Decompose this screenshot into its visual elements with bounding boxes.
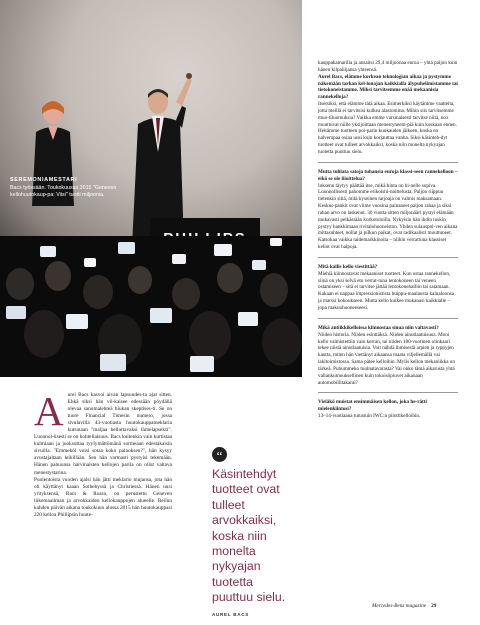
- body-paragraph: urel Bacs kasvoi aivan lapsuudes-ta ajat sitten. Ehkä siksi hän vil-kaisee edessään pöydällä olevaa sanomalehteä hiukan skeptises-ti. Se on tuore Financial Timesin numero, jossa sivulavilla 43-vuotiasta huutokauppameklaria kutsutaan "maljaa helluttavaksi ihmelapseksi". Luonnol-lisesti se on kohteliaisuus. Bacs kuitenkin vain kurtistaa kulmiaan ja juoksuttaa tyylymättömänä sormeaan edestakaisin sivuilla. "Emmeköi voisi sotaa koko painoksen?", hän kysyy avustajaltaan leikillään. Sen hän varmasti pystyisi tekemään. Hänen pahuunsa harvinaisten kellojen parila on ollut valtava menestystarina.: [34, 392, 172, 476]
- interview-question: Vieläkö muistat ensimmäisen kellon, joka he-rätti mielenkiintosi?: [318, 399, 427, 413]
- interview-answer: Ioksenn täytyy päättää itse, mikä hinta on hi-nelle sopiva. Luonnollisesti pahomme erikoishi-nnittelusta. Paljon riippuu tietenkin siitä, mitä kyseinen tarjoaja on valmis maksamaan. Keskus-pankit ovat viime vuosina painaneet paljon rahaa ja siksi rahan arvo on laskenut. 30 vuotta sitten miljonäärl pystyi elämään mukavasti pelkästään korkotuloilla. Nykyisin hän ihdin tuskin pystyy hankkimaan rivitalohuoneiston. Yhden sulauspol-ven aikana mittasuhteet, nollat ja pilkun paikat, ovat radikaalisti muuttuneet. Katsokaa vaikka taidemarkkinoita – niihin verrattuna klassiset kellot ovat halpoja.: [318, 182, 458, 251]
- crowd-with-phones: [0, 236, 302, 377]
- interview-answer: Niiden historia. Niiden esinttäksä. Niiden ainutlaatuisuus. Moni kello valmistettiin vain kerran, tai niiden 180-vuotinen olinkaari tekee niistä ainutlaatuisia. Voit nähdä ihmisestä arpien ja ryppyjen kautta, miten hän viettänyt aikaansa maata viljellemällä vai lakitoimistossa. Sama pätee kelloihin. Mylis kellon mekaniikka on tärkeä. Puhummeko tuulnatavarasta? Vai onko tämä aikarusta yhtä vallankumouksellinen kuin tokoisöpiuvet aikanaan automobillitakarai?: [318, 331, 455, 386]
- right-article-column: [318, 60, 458, 420]
- interview-question: Mutta tuhlata satoja tuhansia euroja klassi-seen rannekelloon – eikö se ole liioittelua?: [318, 168, 458, 182]
- page-footer: [372, 603, 436, 609]
- interview-question: Mikä antiikkikelloissa kiinnostaa sinua niin valtavasti?: [318, 324, 439, 331]
- interview-question: Aurel Bacs, elämme korkean teknologian aikaa ja pystymme näkemään tarkan kel-lonajan kaikkialla älypuhelimistamme tai tietokoneistamme. Miksi tarvitsemme enää mekaanisia rannekelloja?: [318, 73, 458, 101]
- caption-body: Bacs työssään. Toukokuussa 2015 "Geneven kellohuutokaup-pa: Viisi" tuotti miljoonia.: [10, 185, 117, 198]
- section-divider: [318, 392, 458, 393]
- magazine-name: Mercedes-Benz magazine: [372, 603, 427, 609]
- section-divider: [318, 162, 458, 163]
- interview-answer: Itsetsiksi, että elämme tätä aikaa. Esimerkiksi käytämme vaatteita, jotta meillä ei tarvitsisi kulkea alastomina. Mihin siis tarvitsemme muo-tiluomuksia? Vaikka emme varsinaisesti tarvitse niitä, nox muuttuvat niille yksijoittaan menestyneem-piä kuin koskaan ennen. Heitämme tuotteen poi-parin kuukauden jälkeen, koska en halvempaa osiaa uusi kuin korjauttaa vanha. Siksi käsinteh-dyt tuotteet ovat tulleet arvokkaiksi, koska niin monelta nykyajan tuotetta puuttuu sielu.: [318, 101, 457, 155]
- left-article-column: [34, 388, 172, 519]
- pull-quote-text: Käsintehdyt tuotteet ovat tulleet arvokkaiksi, koska niin monelta nykyajan tuotetta puuttuu sielu.: [212, 467, 286, 605]
- drop-cap: A: [34, 388, 64, 434]
- caption-heading: SEREMONIAMESTARI: [10, 177, 78, 183]
- quote-mark-icon: “: [212, 447, 227, 462]
- auction-photo: [0, 0, 302, 377]
- interview-answer: 13–14-vuotiaana tutustuin IWC:n pilottikelloihin.: [318, 413, 421, 420]
- interview-answer: Miehiä kiinnostavat mekaaniset tuotteet. Kun ostaa rannekellon, siinä on yksi selvä etu verrat-tuna lentokoneen tai veneen ostamiseen – sitä ei tarvitse jättää lentokonehalliin tai satamaan. Kakaan ei nappaa impressionistista huippu-maalausta kainaloonsa ja marssi kokoukseen. Mutta kello kulkee mukanasi kaikkialle – jopa makuuhuoneeseesi.: [318, 270, 455, 311]
- pull-quote-source: AUREL BACS: [212, 611, 250, 617]
- section-divider: [318, 318, 458, 319]
- pull-quote: [212, 447, 292, 617]
- photo-caption: [10, 177, 140, 199]
- section-divider: [318, 257, 458, 258]
- interview-question: Mitä kallis kello viestittää?: [318, 263, 378, 270]
- interview-answer: kauppakamarilla ja ansaitsi 29,4 miljoonaa euroa – yhtä paljon kuin hänen kilpailijansa yhteensä.: [318, 60, 458, 73]
- page-number: 29: [431, 603, 437, 609]
- body-paragraph: Puolentoista vuoden ajalsi hän jätti meklario mujansa, jota hän oli käyttänyt kaaan Sothebyssä ja Christiessä. Hänen uusi yrityksensä, Bacs & Russo, on perustettu Geneven liikemaailman ja arvokkaiden kellokauppojen alueelle. Reilun kahden päivän aikana toukokuun alussa 2015 hän huutokauppasi 220 kelloa Phillipsin huute-: [34, 476, 172, 518]
